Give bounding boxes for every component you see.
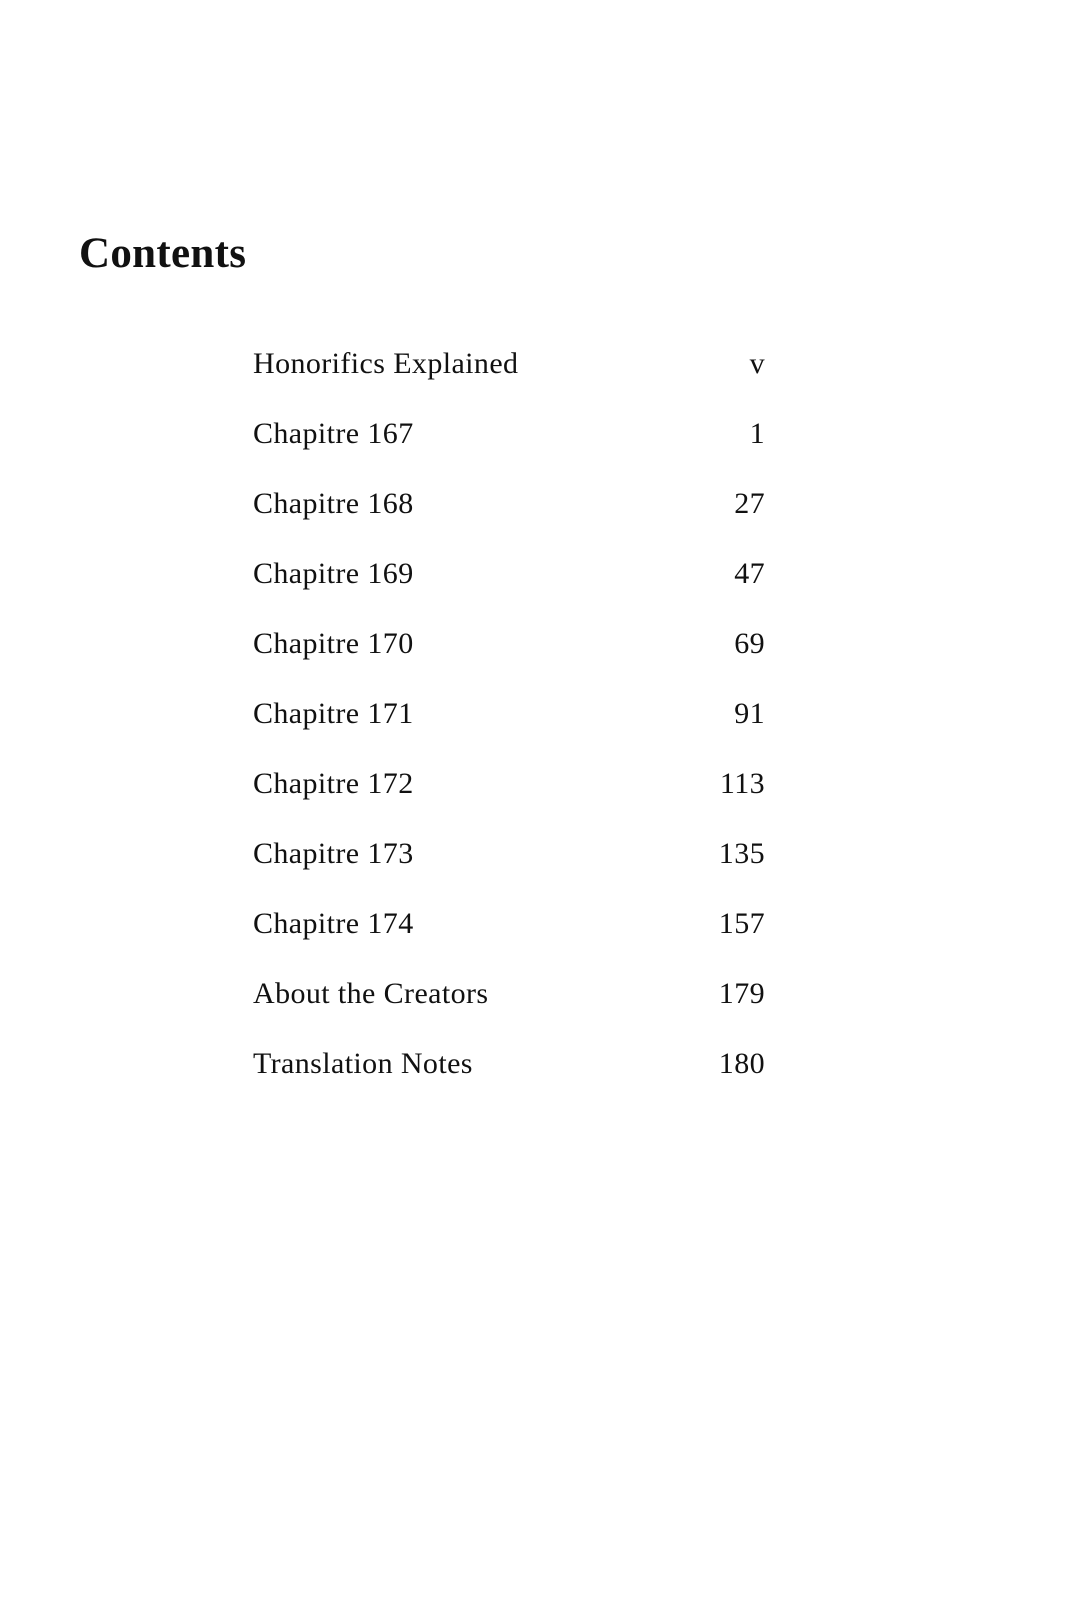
page-title: Contents	[79, 230, 247, 277]
toc-entry-label: Chapitre 174	[253, 907, 414, 940]
toc-entry-page-number: 135	[718, 837, 765, 870]
toc-entry-label: About the Creators	[253, 977, 489, 1010]
toc-entry-chapitre-172[interactable]	[253, 761, 765, 831]
toc-entry-chapitre-174[interactable]	[253, 901, 765, 971]
toc-entry-label: Chapitre 167	[253, 417, 414, 450]
toc-entry-page-number: 157	[718, 907, 765, 940]
toc-entry-page-number: 47	[734, 557, 765, 590]
toc-entry-label: Honorifics Explained	[253, 347, 519, 380]
toc-entry-chapitre-170[interactable]	[253, 621, 765, 691]
toc-entry-label: Translation Notes	[253, 1047, 473, 1080]
toc-entry-chapitre-168[interactable]	[253, 481, 765, 551]
toc-entry-page-number: 113	[719, 767, 765, 800]
toc-entry-page-number: v	[749, 347, 765, 380]
toc-entry-page-number: 91	[734, 697, 765, 730]
toc-entry-label: Chapitre 169	[253, 557, 414, 590]
toc-entry-page-number: 1	[749, 417, 765, 450]
toc-entry-about-the-creators[interactable]	[253, 971, 765, 1041]
toc-entry-chapitre-169[interactable]	[253, 551, 765, 621]
toc-entry-chapitre-167[interactable]	[253, 411, 765, 481]
toc-entry-page-number: 180	[718, 1047, 765, 1080]
toc-entry-label: Chapitre 173	[253, 837, 414, 870]
toc-entry-page-number: 27	[734, 487, 765, 520]
toc-entry-chapitre-171[interactable]	[253, 691, 765, 761]
toc-entry-translation-notes[interactable]	[253, 1041, 765, 1111]
toc-entry-label: Chapitre 170	[253, 627, 414, 660]
table-of-contents	[253, 341, 765, 1111]
toc-entry-honorifics-explained[interactable]	[253, 341, 765, 411]
toc-entry-label: Chapitre 171	[253, 697, 414, 730]
toc-entry-page-number: 179	[718, 977, 765, 1010]
toc-entry-chapitre-173[interactable]	[253, 831, 765, 901]
toc-entry-page-number: 69	[734, 627, 765, 660]
toc-entry-label: Chapitre 172	[253, 767, 414, 800]
toc-entry-label: Chapitre 168	[253, 487, 414, 520]
